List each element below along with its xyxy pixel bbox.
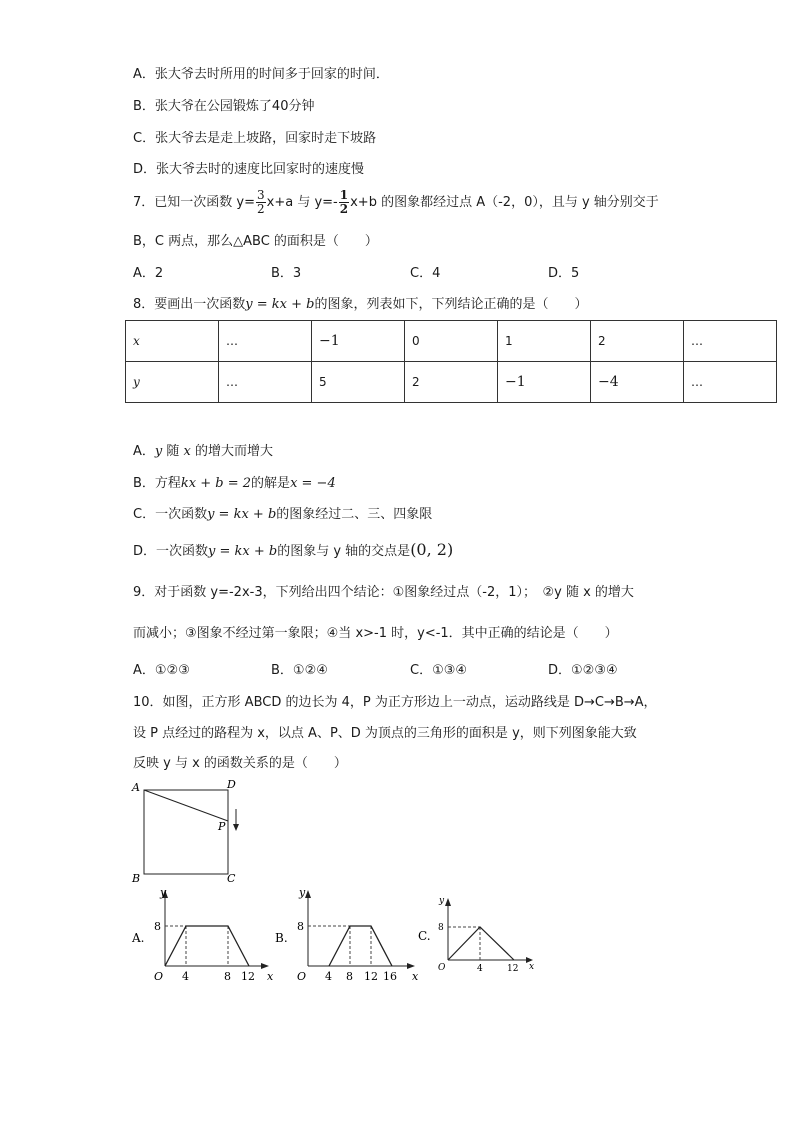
q8-option-b-solution: x = −4 — [290, 476, 336, 491]
q7-options — [133, 265, 733, 283]
q8-option-a-y: y — [154, 444, 163, 459]
q7-fraction-2-den: 2 — [339, 202, 349, 216]
q7-fraction-2-num: 1 — [339, 188, 349, 202]
q9-options — [133, 662, 733, 680]
table-cell: −1 — [312, 321, 405, 362]
table-cell: 1 — [498, 321, 591, 362]
graph-c-y-label: y — [439, 896, 445, 906]
q7-fraction-1-den: 2 — [257, 202, 265, 216]
graph-a-origin: O — [154, 970, 164, 983]
q8-option-b-text: 的解是 — [251, 476, 291, 491]
q8-stem-text-b: 的图象，列表如下，下列结论正确的是（ ） — [314, 297, 588, 312]
square-outline — [144, 790, 228, 874]
label-a: A — [132, 781, 140, 794]
graph-c-line — [448, 927, 514, 960]
graph-b-tick-4: 4 — [325, 970, 332, 983]
table-row — [126, 362, 777, 403]
graph-a-tick-8y: 8 — [154, 920, 161, 933]
table-cell: x — [126, 321, 219, 362]
graph-b-tick-16: 16 — [383, 970, 397, 983]
q10-stem-line1: 10．如图，正方形 ABCD 的边长为 4，P 为正方形边上一动点，运动路线是 D→C→B→A， — [133, 695, 657, 710]
graph-a-label: A. — [132, 931, 145, 945]
q7-option-c: C．4 — [410, 266, 441, 281]
graph-b-tick-8y: 8 — [297, 920, 304, 933]
q8-option-a-x: x — [183, 444, 191, 459]
table-cell: y — [126, 362, 219, 403]
q7-fraction-2 — [339, 189, 349, 216]
q8-option-a-text2: 的增大而增大 — [190, 444, 274, 459]
q9-option-c: C．①③④ — [410, 663, 468, 678]
q8-option-d — [133, 541, 453, 561]
direction-arrow-icon — [233, 824, 239, 831]
graph-c-tick-4: 4 — [477, 964, 483, 974]
q6-option-c: C．张大爷去是走上坡路，回家时走下坡路 — [133, 131, 377, 146]
q6-option-d: D．张大爷去时的速度比回家时的速度慢 — [133, 162, 365, 177]
q7-fraction-1 — [256, 189, 266, 216]
q8-option-b-label: B．方程 — [133, 476, 181, 491]
q6-option-a: A．张大爷去时所用的时间多于回家的时间． — [133, 67, 389, 82]
q9-stem-line1: 9．对于函数 y=-2x-3，下列给出四个结论：①图象经过点（-2，1）； ②y 随 x 的增大 — [133, 585, 634, 600]
graph-option-b — [271, 884, 426, 984]
q10-stem-line2: 设 P 点经过的路程为 x，以点 A、P、D 为顶点的三角形的面积是 y，则下列图象能大致 — [133, 726, 637, 741]
q7-option-a: A．2 — [133, 266, 164, 281]
segment-ap — [144, 790, 228, 821]
q8-option-b-equation: kx + b = 2 — [180, 476, 252, 491]
graph-a-y-label: y — [160, 886, 167, 899]
graph-b-tick-12: 12 — [364, 970, 378, 983]
graph-a-x-label: x — [267, 970, 274, 983]
q8-option-a — [133, 443, 273, 461]
q8-option-c-formula: y = kx + b — [207, 507, 277, 522]
q7-option-b: B．3 — [271, 266, 302, 281]
graph-b-x-label: x — [412, 970, 419, 983]
q8-option-d-formula: y = kx + b — [208, 544, 278, 559]
table-cell: … — [684, 321, 777, 362]
graph-option-c — [414, 890, 544, 980]
q7-text-1: 7．已知一次函数 y= — [133, 195, 255, 210]
q9-option-d: D．①②③④ — [548, 663, 618, 678]
graph-b-y-arrow-icon — [305, 890, 311, 898]
graph-a-x-arrow-icon — [261, 963, 269, 969]
q8-option-c — [133, 506, 432, 524]
q8-option-a-text: 随 — [162, 444, 184, 459]
graph-a-line — [165, 926, 249, 966]
graph-a-tick-4: 4 — [182, 970, 189, 983]
label-d: D — [227, 778, 236, 791]
q8-value-table — [125, 320, 777, 403]
table-cell: … — [219, 362, 312, 403]
graph-b-y-label: y — [299, 886, 306, 899]
q8-option-d-point: (0, 2) — [410, 540, 454, 559]
table-cell: … — [219, 321, 312, 362]
graph-c-label: C. — [418, 929, 431, 943]
table-row — [126, 321, 777, 362]
graph-c-tick-8y: 8 — [438, 923, 444, 933]
q7-stem-line2: B，C 两点，那么△ABC 的面积是（ ） — [133, 234, 378, 249]
graph-option-a — [128, 884, 278, 984]
label-c: C — [227, 872, 236, 885]
q7-text-3: x+b 的图象都经过点 A（-2，0），且与 y 轴分别交于 — [350, 195, 659, 210]
table-cell: 2 — [591, 321, 684, 362]
q7-fraction-1-num: 3 — [257, 188, 265, 202]
q9-option-b: B．①②④ — [271, 663, 328, 678]
graph-b-label: B. — [275, 931, 288, 945]
q8-option-d-label: D．一次函数 — [133, 544, 209, 559]
graph-c-tick-12: 12 — [507, 964, 519, 974]
label-p: P — [218, 820, 226, 833]
q7-text-2: x+a 与 y=- — [266, 195, 338, 210]
q8-option-c-text: 的图象经过二、三、四象限 — [276, 507, 433, 522]
graph-a-tick-8: 8 — [224, 970, 231, 983]
q7-option-d: D．5 — [548, 266, 580, 281]
graph-b-origin: O — [297, 970, 307, 983]
q8-option-d-text: 的图象与 y 轴的交点是 — [277, 544, 411, 559]
table-cell: 5 — [312, 362, 405, 403]
label-b: B — [132, 872, 141, 885]
graph-b-tick-8: 8 — [346, 970, 353, 983]
graph-b-line — [329, 926, 392, 966]
table-cell: 0 — [405, 321, 498, 362]
q8-stem — [133, 296, 588, 314]
table-cell: … — [684, 362, 777, 403]
graph-c-origin: O — [438, 963, 446, 973]
table-cell: −1 — [498, 362, 591, 403]
q8-stem-formula: y = kx + b — [245, 297, 315, 312]
q8-stem-text-a: 8．要画出一次函数 — [133, 297, 246, 312]
table-cell: 2 — [405, 362, 498, 403]
q10-stem-line3: 反映 y 与 x 的函数关系的是（ ） — [133, 756, 347, 771]
graph-c-y-arrow-icon — [445, 898, 451, 906]
q6-option-b: B．张大爷在公园锻炼了40分钟 — [133, 99, 315, 114]
table-cell: −4 — [591, 362, 684, 403]
q8-option-a-label: A． — [133, 444, 155, 459]
q8-option-c-label: C．一次函数 — [133, 507, 208, 522]
q9-stem-line2: 而减小；③图象不经过第一象限；④当 x>-1 时，y<-1．其中正确的结论是（ ） — [133, 626, 618, 641]
graph-a-tick-12: 12 — [241, 970, 255, 983]
q9-option-a: A．①②③ — [133, 663, 190, 678]
q8-option-b — [133, 475, 336, 493]
square-abcd-figure — [128, 776, 248, 888]
graph-c-x-label: x — [529, 962, 535, 972]
q7-stem — [133, 189, 659, 216]
